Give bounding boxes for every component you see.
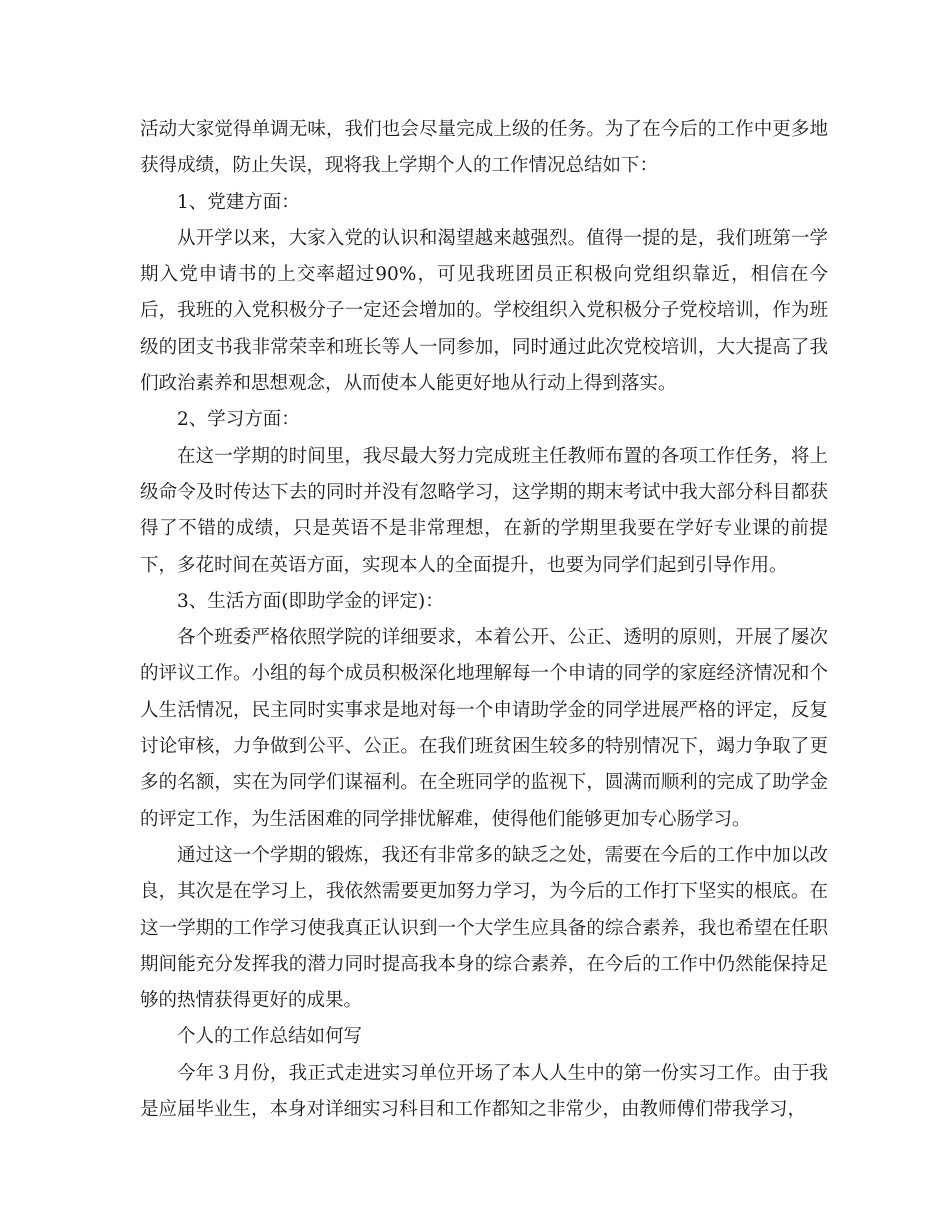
paragraph: 在这一学期的时间里，我尽最大努力完成班主任教师布置的各项工作任务，将上级命令及时传达下去的同时并没有忽略学习，这学期的期末考试中我大部分科目都获得了不错的成绩，只是英语不是非常理想，在新的学期里我要在学好专业课的前提下，多花时间在英语方面，实现本人的全面提升，也要为同学们起到引导作用。 <box>140 445 828 576</box>
paragraph: 活动大家觉得单调无味，我们也会尽量完成上级的任务。为了在今后的工作中更多地获得成绩，防止失误，现将我上学期个人的工作情况总结如下： <box>140 119 828 177</box>
document-body <box>140 112 828 1128</box>
paragraph: 各个班委严格依照学院的详细要求，本着公开、公正、透明的原则，开展了屡次的评议工作。小组的每个成员积极深化地理解每一个申请的同学的家庭经济情况和个人生活情况，民主同时实事求是地对每一个申请助学金的同学进展严格的评定，反复讨论审核，力争做到公平、公正。在我们班贫困生较多的特别情况下，竭力争取了更多的名额，实在为同学们谋福利。在全班同学的监视下，圆满而顺利的完成了助学金的评定工作，为生活困难的同学排忧解难，使得他们能够更加专心肠学习。 <box>140 627 828 830</box>
section-heading: 2、学习方面： <box>177 409 300 431</box>
paragraph: 今年３月份，我正式走进实习单位开场了本人人生中的第一份实习工作。由于我是应届毕业生，本身对详细实习科目和工作都知之非常少，由教师傅们带我学习， <box>140 1062 828 1121</box>
section-heading: 3、生活方面(即助学金的评定)： <box>177 590 444 612</box>
section-heading: 个人的工作总结如何写 <box>177 1026 363 1048</box>
paragraph: 通过这一个学期的锻炼，我还有非常多的缺乏之处，需要在今后的工作中加以改良，其次是在学习上，我依然需要更加努力学习，为今后的工作打下坚实的根底。在这一学期的工作学习使我真正认识到一个大学生应具备的综合素养，我也希望在任职期间能充分发挥我的潜力同时提高我本身的综合素养，在今后的工作中仍然能保持足够的热情获得更好的成果。 <box>140 844 828 1012</box>
paragraph: 从开学以来，大家入党的认识和渴望越来越强烈。值得一提的是，我们班第一学期入党申请书的上交率超过90%，可见我班团员正积极向党组织靠近，相信在今后，我班的入党积极分子一定还会增加的。学校组织入党积极分子党校培训，作为班级的团支书我非常荣幸和班长等人一同参加，同时通过此次党校培训，大大提高了我们政治素养和思想观念，从而使本人能更好地从行动上得到落实。 <box>140 227 828 395</box>
section-heading: 1、党建方面： <box>177 191 300 213</box>
